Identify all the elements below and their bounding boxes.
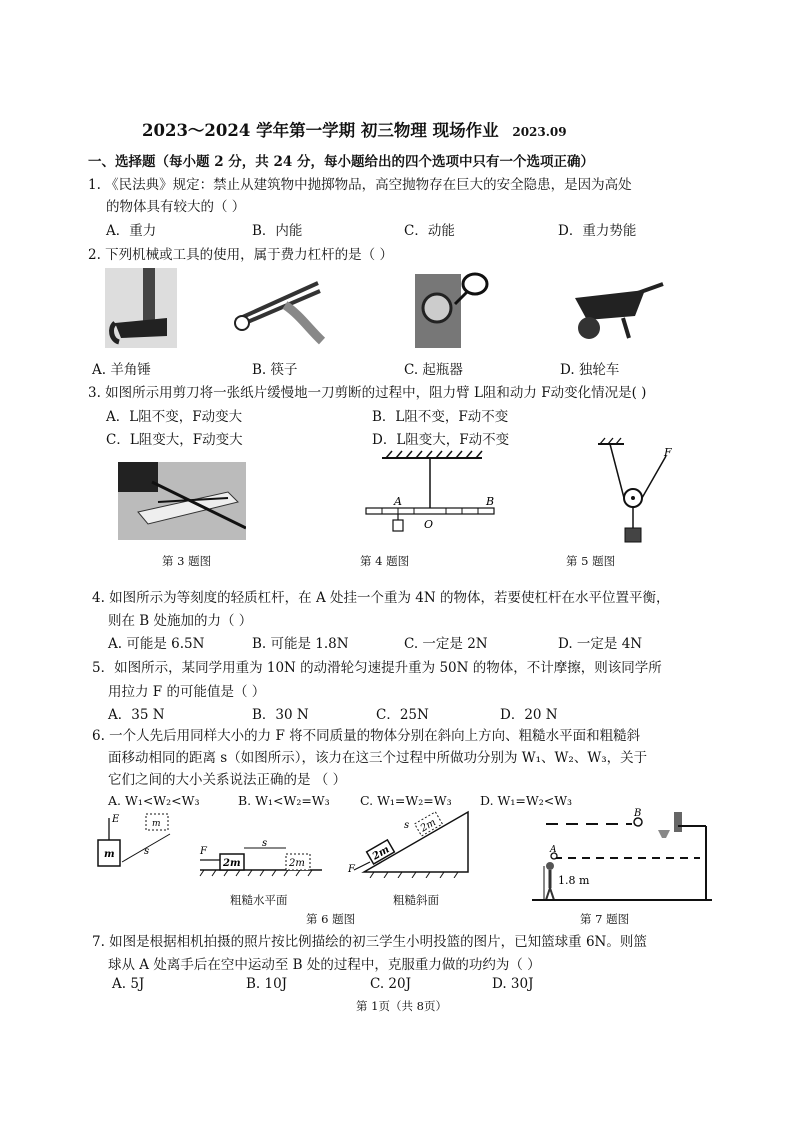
q5-stem-line2: 用拉力 F 的可能值是（ ） — [108, 684, 266, 700]
scissors-image — [118, 462, 246, 540]
force-label-e: E — [112, 814, 120, 825]
q2-option-a: A. 羊角锤 — [92, 362, 151, 378]
title-text: 2023～2024 学年第一学期 初三物理 现场作业 — [142, 121, 499, 140]
ball-label-a: A — [550, 845, 557, 855]
q2-option-d: D. 独轮车 — [560, 362, 620, 378]
q6-stem-line1: 6. 一个人先后用同样大小的力 F 将不同质量的物体分别在斜向上方向、粗糙水平面和粗糙斜 — [92, 728, 641, 744]
q2-option-b: B. 筷子 — [252, 362, 298, 378]
q1-stem-line2: 的物体具有较大的（ ） — [106, 199, 246, 215]
fig3-caption: 第 3 题图 — [162, 554, 212, 568]
q5-option-c: C．25N — [376, 707, 429, 723]
q6-option-a: A. W₁<W₂<W₃ — [108, 793, 200, 808]
force-label-f-slope: F — [348, 864, 355, 875]
box-label-m: m — [104, 849, 115, 860]
box-label-m-moved: m — [152, 819, 161, 829]
incline-pull-diagram — [344, 806, 474, 878]
q1-stem-line1: 1. 《民法典》规定：禁止从建筑物中抛掷物品，高空抛物存在巨大的安全隐患，是因为高处 — [88, 177, 632, 193]
lever-diagram — [360, 450, 500, 534]
lever-label-o: O — [424, 518, 434, 531]
q5-option-d: D．20 N — [500, 707, 558, 723]
box-label-2m-moved: 2m — [289, 858, 305, 869]
q2-option-c: C. 起瓶器 — [404, 362, 463, 378]
q4-option-a: A. 可能是 6.5N — [108, 636, 205, 652]
chopsticks-image — [230, 275, 325, 345]
basketball-diagram — [528, 808, 718, 908]
distance-label-s: s — [144, 846, 150, 857]
q7-option-a: A. 5J — [112, 976, 145, 992]
q4-stem-line1: 4. 如图所示为等刻度的轻质杠杆，在 A 处挂一个重为 4N 的物体，若要使杠杆在水平位置平衡， — [92, 590, 670, 606]
box-label-2m-slope: 2m — [370, 844, 392, 863]
lever-label-a: A — [394, 495, 402, 508]
section-heading: 一、选择题（每小题 2 分，共 24 分，每小题给出的四个选项中只有一个选项正确） — [88, 154, 594, 170]
fig6-slope-caption: 粗糙斜面 — [393, 893, 439, 907]
q5-option-b: B．30 N — [252, 707, 309, 723]
q6-option-d: D. W₁=W₂<W₃ — [480, 793, 573, 808]
q4-option-d: D. 一定是 4N — [558, 636, 643, 652]
page-footer: 第 1页（共 8页） — [356, 999, 447, 1013]
distance-label-s-flat: s — [262, 838, 268, 849]
hammer-image — [105, 268, 177, 348]
q5-stem-line1: 5．如图所示，某同学用重为 10N 的动滑轮匀速提升重为 50N 的物体，不计摩擦，则该同学所 — [92, 660, 662, 676]
q1-option-c: C．动能 — [404, 223, 455, 239]
q3-option-b: B．L阻不变，F动不变 — [372, 409, 509, 425]
q2-stem: 2. 下列机械或工具的使用，属于费力杠杆的是（ ） — [88, 247, 393, 263]
q7-option-b: B. 10J — [246, 976, 288, 992]
pulley-diagram — [590, 436, 680, 552]
height-label: 1.8 m — [558, 874, 590, 887]
q3-stem: 3. 如图所示用剪刀将一张纸片缓慢地一刀剪断的过程中，阻力臂 L阻和动力 F动变化情况是( ) — [88, 385, 647, 401]
q7-stem-line1: 7. 如图是根据相机拍摄的照片按比例描绘的初三学生小明投篮的图片，已知篮球重 6N。则篮 — [92, 934, 647, 950]
oblique-pull-diagram — [92, 810, 180, 872]
pulley-label-f: F — [664, 446, 672, 459]
q3-option-c: C．L阻变大，F动变大 — [106, 432, 243, 448]
q7-stem-line2: 球从 A 处离手后在空中运动至 B 处的过程中，克服重力做的功约为（ ） — [108, 957, 541, 973]
fig6-flat-caption: 粗糙水平面 — [230, 893, 288, 907]
q1-option-a: A．重力 — [106, 223, 157, 239]
q5-option-a: A．35 N — [108, 707, 165, 723]
force-label-f-flat: F — [200, 846, 207, 857]
page-title — [142, 117, 567, 141]
q6-stem-line3: 它们之间的大小关系说法正确的是 （ ） — [108, 772, 347, 788]
fig6-caption: 第 6 题图 — [306, 912, 356, 926]
q7-option-d: D. 30J — [492, 976, 534, 992]
q6-option-b: B. W₁<W₂=W₃ — [238, 793, 330, 808]
lever-label-b: B — [486, 495, 495, 508]
distance-label-s-slope: s — [404, 820, 410, 831]
fig4-caption: 第 4 题图 — [360, 554, 410, 568]
box-label-2m: 2m — [223, 858, 241, 869]
q1-option-b: B．内能 — [252, 223, 303, 239]
horizontal-pull-diagram — [196, 838, 326, 878]
q1-option-d: D．重力势能 — [558, 223, 637, 239]
q4-stem-line2: 则在 B 处施加的力（ ） — [108, 613, 253, 629]
ball-label-b: B — [634, 808, 642, 819]
q6-option-c: C. W₁=W₂=W₃ — [360, 793, 452, 808]
q7-option-c: C. 20J — [370, 976, 412, 992]
box-label-2m-slope-moved: 2m — [418, 817, 438, 835]
wheelbarrow-image — [565, 280, 665, 342]
bottle-opener-image — [415, 268, 495, 348]
q4-option-c: C. 一定是 2N — [404, 636, 488, 652]
q3-option-d: D．L阻变大，F动不变 — [372, 432, 510, 448]
title-date: 2023.09 — [512, 125, 567, 139]
q3-option-a: A．L阻不变，F动变大 — [106, 409, 243, 425]
q4-option-b: B. 可能是 1.8N — [252, 636, 349, 652]
fig5-caption: 第 5 题图 — [566, 554, 616, 568]
q6-stem-line2: 面移动相同的距离 s（如图所示），该力在这三个过程中所做功分别为 W₁、W₂、W₃，关于 — [108, 750, 648, 766]
fig7-caption: 第 7 题图 — [580, 912, 630, 926]
